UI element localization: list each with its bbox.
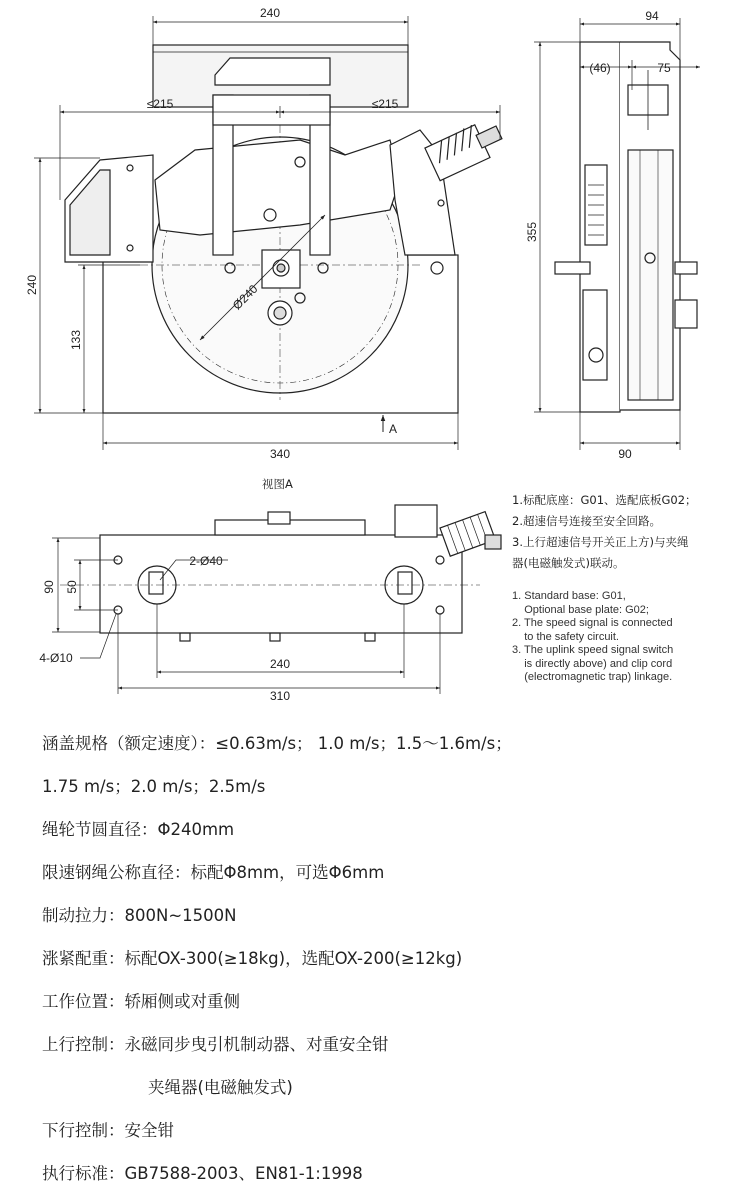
spec-value: 轿厢侧或对重侧 [124, 992, 240, 1011]
spec-value: ≤0.63m/s； 1.0 m/s；1.5～1.6m/s； [215, 734, 512, 753]
dim-plan-inner: 50 [65, 580, 79, 594]
dim-right-reach: ≤215 [371, 97, 399, 111]
note-cn-line: 1.标配底座：G01、选配底板G02； [512, 493, 697, 507]
view-a-label: 视图A [262, 477, 293, 491]
spec-row [42, 851, 732, 894]
spec-value: 永磁同步曳引机制动器、对重安全钳 [124, 1035, 389, 1054]
spec-value: 800N~1500N [124, 906, 237, 925]
spec-label: 下行控制： [42, 1121, 125, 1140]
note-en-line: (electromagnetic trap) linkage. [512, 671, 673, 683]
spec-list [42, 722, 732, 1195]
spec-row [42, 980, 732, 1023]
spec-row [42, 765, 732, 808]
plan-view [60, 505, 501, 641]
dim-left-height-lower: 133 [69, 329, 83, 351]
spec-label: 限速钢绳公称直径： [42, 863, 191, 882]
spec-row [42, 1152, 732, 1195]
spec-value: GB7588-2003、EN81-1:1998 [124, 1164, 363, 1183]
note-en-line: Optional base plate: G02; [512, 603, 649, 616]
dim-plan-height: 90 [42, 580, 56, 594]
spec-label: 制动拉力： [42, 906, 125, 925]
note-en-line: 1. Standard base: G01, [512, 590, 626, 602]
spec-label: 涨紧配重： [42, 949, 125, 968]
spec-value: 标配Φ8mm，可选Φ6mm [190, 863, 385, 882]
view-marker: A [388, 422, 398, 436]
note-cn-line: 3.上行超速信号开关正上方)与夹绳 [512, 535, 689, 549]
dim-left-reach: ≤215 [146, 97, 174, 111]
dim-plan-total: 310 [269, 689, 291, 700]
spec-label: 涵盖规格（额定速度）： [42, 734, 216, 753]
dim-plan-bolt: 4-Ø10 [39, 651, 73, 665]
spring [425, 125, 502, 181]
spec-row [42, 1109, 732, 1152]
note-cn-line: 2.超速信号连接至安全回路。 [512, 514, 661, 528]
notes-english [512, 590, 744, 685]
dim-base-width: 340 [269, 447, 291, 461]
dim-sheave-diameter: Ø240 [229, 281, 261, 313]
dim-side-offset2: 75 [657, 61, 671, 75]
spec-row [42, 937, 732, 980]
spec-row [42, 1066, 732, 1109]
spec-label: 绳轮节圆直径： [42, 820, 158, 839]
spec-label: 执行标准： [42, 1164, 125, 1183]
spec-value: 夹绳器(电磁触发式) [148, 1078, 293, 1097]
dim-left-height: 240 [25, 274, 39, 296]
spec-value: 1.75 m/s；2.0 m/s；2.5m/s [42, 777, 266, 796]
note-en-line: 2. The speed signal is connected [512, 617, 673, 629]
dim-plan-holes: 2-Ø40 [189, 554, 223, 568]
note-en-line: to the safety circuit. [512, 630, 619, 643]
dim-plan-span: 240 [269, 657, 291, 671]
spec-label: 工作位置： [42, 992, 125, 1011]
spec-row [42, 808, 732, 851]
front-view [65, 45, 502, 432]
side-view [555, 42, 697, 412]
spec-row [42, 722, 732, 765]
dim-side-top: 94 [645, 9, 659, 23]
spec-value: 安全钳 [124, 1121, 174, 1140]
dim-side-height: 355 [525, 221, 539, 243]
notes-chinese [512, 490, 744, 574]
spec-label: 上行控制： [42, 1035, 125, 1054]
spec-value: 标配OX-300(≥18kg)，选配OX-200(≥12kg) [124, 949, 463, 968]
dim-top-width: 240 [259, 6, 281, 20]
note-en-line: is directly above) and clip cord [512, 657, 673, 670]
spec-row [42, 1023, 732, 1066]
spec-value: Φ240mm [157, 820, 235, 839]
dim-side-bottom: 90 [618, 447, 632, 461]
dim-side-offset: (46) [589, 61, 611, 75]
spec-row [42, 894, 732, 937]
note-cn-line: 器(电磁触发式)联动。 [512, 556, 625, 570]
note-en-line: 3. The uplink speed signal switch [512, 644, 674, 656]
